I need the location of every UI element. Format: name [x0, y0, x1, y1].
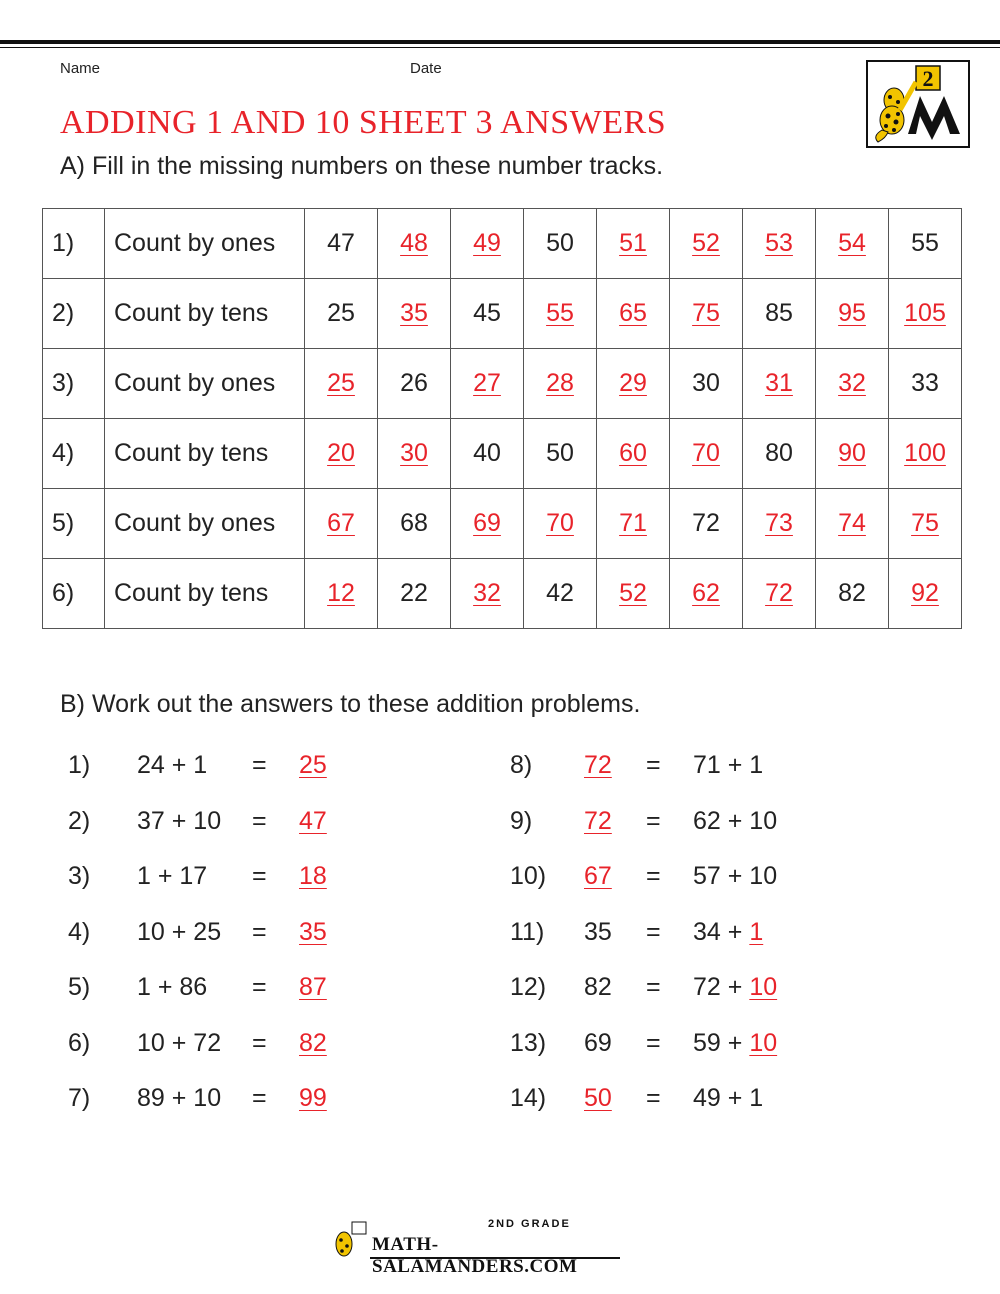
problem-number-text: 5) [68, 973, 91, 1001]
track-cell-value: 70 [546, 509, 574, 537]
problem-expression-text: 37 + 10 [137, 807, 222, 835]
equals-sign [646, 750, 661, 780]
problem-number [510, 1028, 546, 1058]
problem-answer-text: 72 [584, 751, 612, 779]
problem-expression [137, 1028, 221, 1058]
track-row [43, 489, 962, 559]
track-cell-answer [305, 559, 378, 629]
problem-answer [299, 750, 327, 780]
track-cell-answer [889, 419, 962, 489]
track-row-label: Count by ones [105, 349, 305, 419]
track-cell-value: 30 [692, 369, 720, 397]
problem-number-text: 4) [68, 918, 91, 946]
track-cell-value: 90 [838, 439, 866, 467]
problem-answer: 10 [749, 973, 778, 1001]
track-cell-answer [597, 349, 670, 419]
track-cell-value: 52 [619, 579, 647, 607]
problem-value [584, 972, 612, 1002]
track-cell-value: 55 [546, 299, 574, 327]
problem-value-text: 69 [584, 1029, 612, 1057]
track-cell-answer [670, 419, 743, 489]
track-row-label: Count by ones [105, 209, 305, 279]
track-cell-answer [378, 419, 451, 489]
problem-answer [299, 1083, 327, 1113]
problem-number-text: 2) [68, 807, 91, 835]
problem-expression [137, 806, 221, 836]
date-label: Date [410, 60, 442, 77]
track-cell-value: 25 [327, 299, 355, 327]
track-cell-given [451, 279, 524, 349]
problem-number-text: 10) [510, 862, 547, 890]
problem-number-text: 12) [510, 973, 547, 1001]
problem-number-text: 9) [510, 807, 533, 835]
track-cell-value: 67 [327, 509, 355, 537]
page-title: ADDING 1 AND 10 SHEET 3 ANSWERS [60, 104, 667, 141]
problem-expression [693, 861, 777, 891]
problem-expression [693, 1028, 777, 1058]
problem-number [510, 1083, 546, 1113]
problem-answer [299, 806, 327, 836]
track-cell-value: 70 [692, 439, 720, 467]
track-cell-given [524, 419, 597, 489]
track-cell-answer [743, 209, 816, 279]
problem-value [584, 1028, 612, 1058]
track-cell-value: 12 [327, 579, 355, 607]
problem-answer-text: 87 [299, 973, 327, 1001]
track-row-number: 4) [43, 419, 105, 489]
equals-sign [646, 806, 661, 836]
track-cell-given [305, 279, 378, 349]
problem-answer-text: 47 [299, 807, 327, 835]
track-cell-value: 51 [619, 229, 647, 257]
problem-number [68, 1028, 90, 1058]
problem-expression [137, 861, 207, 891]
track-cell-answer [305, 419, 378, 489]
equals-sign-text: = [252, 807, 267, 835]
track-cell-answer [305, 349, 378, 419]
name-label: Name [60, 60, 101, 77]
footer-grade-text: 2ND GRADE [488, 1218, 571, 1230]
track-cell-answer [597, 419, 670, 489]
track-cell-given [889, 209, 962, 279]
track-cell-value: 35 [400, 299, 428, 327]
track-cell-given [524, 559, 597, 629]
problem-expression-text: 10 + 72 [137, 1029, 222, 1057]
problem-expression-text: 1 + 86 [137, 973, 208, 1001]
track-cell-value: 27 [473, 369, 501, 397]
track-cell-value: 31 [765, 369, 793, 397]
track-cell-given [378, 559, 451, 629]
track-cell-answer [889, 559, 962, 629]
track-cell-value: 92 [911, 579, 939, 607]
track-cell-value: 32 [838, 369, 866, 397]
track-cell-value: 73 [765, 509, 793, 537]
equals-sign-text: = [646, 973, 661, 1001]
equals-sign-text: = [646, 807, 661, 835]
problem-answer [584, 806, 612, 836]
equals-sign [646, 1028, 661, 1058]
problem-number [68, 861, 90, 891]
track-cell-answer [524, 349, 597, 419]
problem-number-text: 1) [68, 751, 91, 779]
problem-expression [693, 972, 777, 1002]
track-row-label: Count by ones [105, 489, 305, 559]
problem-answer [299, 917, 327, 947]
track-cell-value: 45 [473, 299, 501, 327]
problem-expression-text: 57 + 10 [693, 862, 778, 890]
track-cell-value: 105 [904, 299, 946, 327]
problem-number [510, 917, 544, 947]
track-cell-answer [889, 489, 962, 559]
problem-answer [299, 1028, 327, 1058]
track-cell-answer [816, 489, 889, 559]
problem-expression [693, 1083, 763, 1113]
section-b-instruction: B) Work out the answers to these addition problems. [60, 690, 641, 718]
problem-expression-text: 62 + 10 [693, 807, 778, 835]
problem-answer-text: 18 [299, 862, 327, 890]
track-cell-given [378, 349, 451, 419]
track-row-number: 3) [43, 349, 105, 419]
problem-answer-text: 50 [584, 1084, 612, 1112]
problem-answer [299, 861, 327, 891]
equals-sign-text: = [646, 1029, 661, 1057]
problem-expression-text: 72 + [693, 973, 750, 1001]
track-cell-answer [889, 279, 962, 349]
track-cell-value: 25 [327, 369, 355, 397]
problem-expression [137, 1083, 221, 1113]
track-cell-answer [597, 489, 670, 559]
track-cell-given [743, 419, 816, 489]
equals-sign [646, 917, 661, 947]
problem-number [68, 806, 90, 836]
track-cell-value: 71 [619, 509, 647, 537]
problem-answer-text: 82 [299, 1029, 327, 1057]
track-cell-answer [743, 489, 816, 559]
track-cell-answer [451, 559, 524, 629]
problem-number-text: 11) [510, 918, 545, 946]
equals-sign-text: = [646, 918, 661, 946]
track-cell-answer [451, 489, 524, 559]
problem-answer [584, 750, 612, 780]
problem-expression-text: 89 + 10 [137, 1084, 222, 1112]
track-cell-value: 50 [546, 439, 574, 467]
equals-sign-text: = [252, 862, 267, 890]
problem-expression [137, 972, 207, 1002]
track-cell-answer [597, 559, 670, 629]
equals-sign-text: = [252, 1029, 267, 1057]
problem-answer: 10 [749, 1029, 778, 1057]
track-cell-answer [670, 559, 743, 629]
problem-answer [299, 972, 327, 1002]
track-row [43, 559, 962, 629]
problem-number-text: 14) [510, 1084, 547, 1112]
top-rule-thick [0, 40, 1000, 44]
track-cell-given [816, 559, 889, 629]
equals-sign-text: = [646, 1084, 661, 1112]
number-tracks-table [42, 208, 962, 629]
track-cell-given [670, 489, 743, 559]
problem-expression-text: 34 + [693, 918, 750, 946]
equals-sign [252, 917, 267, 947]
equals-sign [252, 972, 267, 1002]
equals-sign [252, 861, 267, 891]
equals-sign-text: = [252, 973, 267, 1001]
track-row [43, 279, 962, 349]
track-cell-given [743, 279, 816, 349]
problem-expression-text: 10 + 25 [137, 918, 222, 946]
track-cell-answer [597, 279, 670, 349]
track-cell-value: 62 [692, 579, 720, 607]
track-row-label: Count by tens [105, 419, 305, 489]
track-cell-answer [816, 209, 889, 279]
section-a-instruction: A) Fill in the missing numbers on these number tracks. [60, 152, 664, 180]
track-cell-value: 33 [911, 369, 939, 397]
problem-number [510, 806, 532, 836]
problem-expression [693, 806, 777, 836]
track-cell-answer [451, 349, 524, 419]
track-cell-value: 22 [400, 579, 428, 607]
track-cell-answer [743, 559, 816, 629]
track-cell-answer [451, 209, 524, 279]
track-cell-answer [670, 279, 743, 349]
track-cell-value: 55 [911, 229, 939, 257]
equals-sign-text: = [252, 751, 267, 779]
problem-number [68, 1083, 90, 1113]
problem-expression-text: 49 + 1 [693, 1084, 764, 1112]
track-cell-given [451, 419, 524, 489]
track-row-label: Count by tens [105, 559, 305, 629]
track-cell-value: 75 [692, 299, 720, 327]
track-cell-answer [378, 279, 451, 349]
track-cell-value: 95 [838, 299, 866, 327]
track-cell-answer [597, 209, 670, 279]
problem-value-text: 35 [584, 918, 612, 946]
problem-value [584, 917, 612, 947]
problem-answer: 1 [749, 918, 764, 946]
top-rule-thin [0, 47, 1000, 48]
track-row-label: Count by tens [105, 279, 305, 349]
problem-number [510, 861, 546, 891]
track-cell-answer [524, 489, 597, 559]
track-cell-answer [816, 419, 889, 489]
problem-answer-text: 72 [584, 807, 612, 835]
equals-sign-text: = [252, 1084, 267, 1112]
track-cell-given [670, 349, 743, 419]
problem-number [68, 917, 90, 947]
track-cell-answer [743, 349, 816, 419]
track-cell-value: 60 [619, 439, 647, 467]
track-cell-value: 54 [838, 229, 866, 257]
track-cell-answer [816, 349, 889, 419]
problem-number-text: 8) [510, 751, 533, 779]
problem-expression [693, 917, 763, 947]
track-row [43, 419, 962, 489]
logo-grade: 2 [922, 66, 934, 91]
track-cell-value: 40 [473, 439, 501, 467]
track-cell-value: 30 [400, 439, 428, 467]
problem-number-text: 6) [68, 1029, 91, 1057]
track-cell-value: 72 [765, 579, 793, 607]
track-cell-value: 47 [327, 229, 355, 257]
track-row [43, 349, 962, 419]
track-cell-value: 100 [904, 439, 946, 467]
track-row-number: 2) [43, 279, 105, 349]
track-cell-value: 80 [765, 439, 793, 467]
track-cell-value: 65 [619, 299, 647, 327]
footer-site-text: MATH-SALAMANDERS.COM [372, 1234, 578, 1277]
track-cell-value: 72 [692, 509, 720, 537]
problem-expression [137, 750, 207, 780]
equals-sign [252, 1028, 267, 1058]
track-cell-given [378, 489, 451, 559]
salamander-logo-icon [868, 62, 968, 146]
track-cell-value: 48 [400, 229, 428, 257]
problem-number [510, 750, 532, 780]
problem-expression [693, 750, 763, 780]
track-cell-value: 53 [765, 229, 793, 257]
problem-answer-text: 25 [299, 751, 327, 779]
track-cell-value: 20 [327, 439, 355, 467]
track-cell-answer [305, 489, 378, 559]
equals-sign [646, 972, 661, 1002]
problem-number [68, 972, 90, 1002]
salamander-logo [866, 60, 970, 148]
track-row [43, 209, 962, 279]
problem-expression-text: 1 + 17 [137, 862, 208, 890]
track-cell-value: 74 [838, 509, 866, 537]
footer-logo [330, 1218, 625, 1277]
equals-sign [252, 806, 267, 836]
equals-sign [252, 1083, 267, 1113]
problem-number-text: 3) [68, 862, 91, 890]
track-cell-answer [670, 209, 743, 279]
track-cell-answer [816, 279, 889, 349]
problem-answer-text: 67 [584, 862, 612, 890]
track-cell-value: 85 [765, 299, 793, 327]
problem-expression-text: 59 + [693, 1029, 750, 1057]
track-row-number: 5) [43, 489, 105, 559]
equals-sign [646, 1083, 661, 1113]
problem-number-text: 7) [68, 1084, 91, 1112]
track-cell-value: 82 [838, 579, 866, 607]
problem-answer [584, 861, 612, 891]
track-cell-value: 42 [546, 579, 574, 607]
equals-sign [252, 750, 267, 780]
equals-sign-text: = [646, 751, 661, 779]
track-row-number: 1) [43, 209, 105, 279]
problem-number [510, 972, 546, 1002]
track-cell-value: 32 [473, 579, 501, 607]
track-cell-value: 68 [400, 509, 428, 537]
problem-value-text: 82 [584, 973, 612, 1001]
track-cell-value: 28 [546, 369, 574, 397]
track-row-number: 6) [43, 559, 105, 629]
track-cell-given [889, 349, 962, 419]
problem-expression [137, 917, 221, 947]
track-cell-answer [524, 279, 597, 349]
problem-answer-text: 99 [299, 1084, 327, 1112]
equals-sign-text: = [646, 862, 661, 890]
problem-expression-text: 24 + 1 [137, 751, 208, 779]
track-cell-given [305, 209, 378, 279]
problem-answer-text: 35 [299, 918, 327, 946]
track-cell-value: 52 [692, 229, 720, 257]
track-cell-value: 69 [473, 509, 501, 537]
problem-expression-text: 71 + 1 [693, 751, 764, 779]
track-cell-answer [378, 209, 451, 279]
problem-number-text: 13) [510, 1029, 547, 1057]
problem-number [68, 750, 90, 780]
track-cell-given [524, 209, 597, 279]
problem-answer [584, 1083, 612, 1113]
equals-sign [646, 861, 661, 891]
track-cell-value: 26 [400, 369, 428, 397]
equals-sign-text: = [252, 918, 267, 946]
track-cell-value: 49 [473, 229, 501, 257]
track-cell-value: 29 [619, 369, 647, 397]
track-cell-value: 75 [911, 509, 939, 537]
track-cell-value: 50 [546, 229, 574, 257]
